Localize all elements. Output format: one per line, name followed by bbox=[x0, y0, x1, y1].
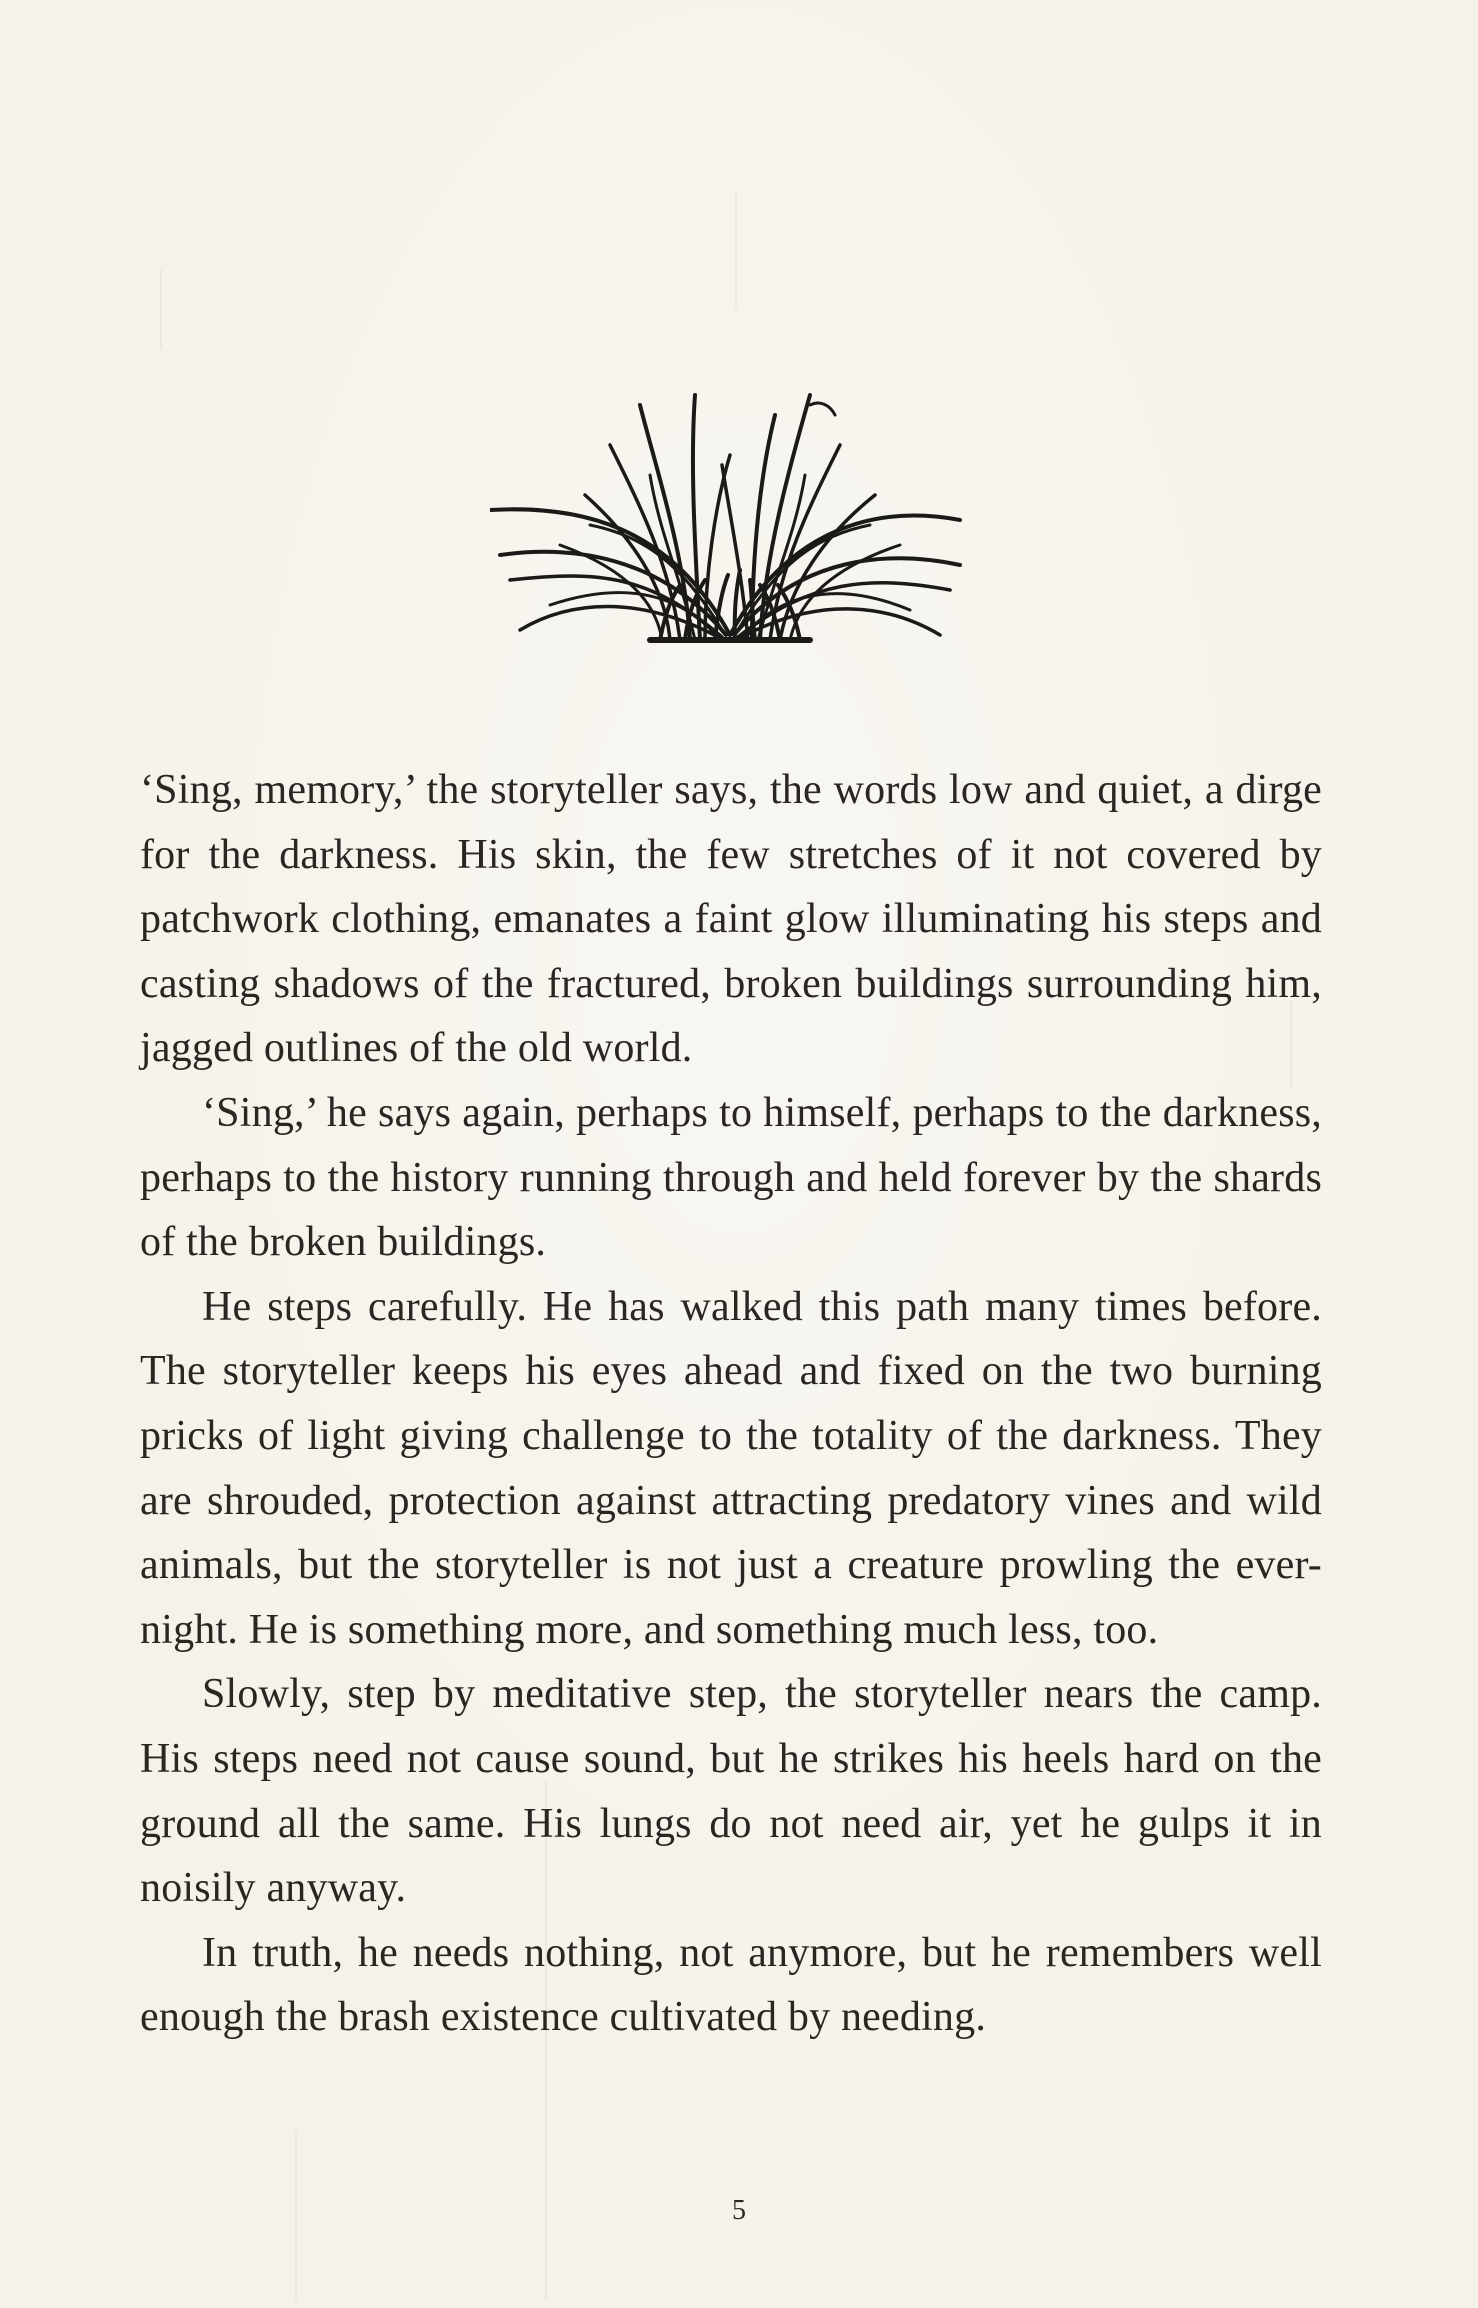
paragraph: Slowly, step by meditative step, the storyteller nears the camp. His steps need not cause sound, but he strikes his heels hard on the ground all the same. His lungs do not need air, yet he gulps it in noisily anyway. bbox=[140, 1671, 1322, 1912]
story-text bbox=[140, 758, 1322, 2050]
scan-artifact bbox=[160, 270, 162, 350]
paragraph: He steps carefully. He has walked this path many times before. The storyteller keeps his eyes ahead and fixed on the two burning pricks of light giving challenge to the totality of the darkness. They are shrouded, protection against attracting predatory vines and wild animals, but the storyteller is not just a creature prowling the ever-night. He is something more, and something much less, too. bbox=[140, 1283, 1322, 1653]
scan-artifact bbox=[735, 190, 737, 310]
grass-tuft-icon bbox=[490, 385, 970, 645]
paragraph: ‘Sing, memory,’ the storyteller says, the words low and quiet, a dirge for the darkness. His skin, the few stretches of it not covered by patchwork clothing, emanates a faint glow illuminating his steps and casting shadows of the fractured, broken buildings surrounding him, jagged outlines of the old world. bbox=[140, 767, 1322, 1072]
paragraph: ‘Sing,’ he says again, perhaps to himself, perhaps to the darkness, perhaps to the history running through and held forever by the shards of the broken buildings. bbox=[140, 1089, 1322, 1266]
paragraph: In truth, he needs nothing, not anymore, but he remembers well enough the brash existence cultivated by needing. bbox=[140, 1929, 1322, 2041]
page-number: 5 bbox=[732, 2195, 746, 2226]
